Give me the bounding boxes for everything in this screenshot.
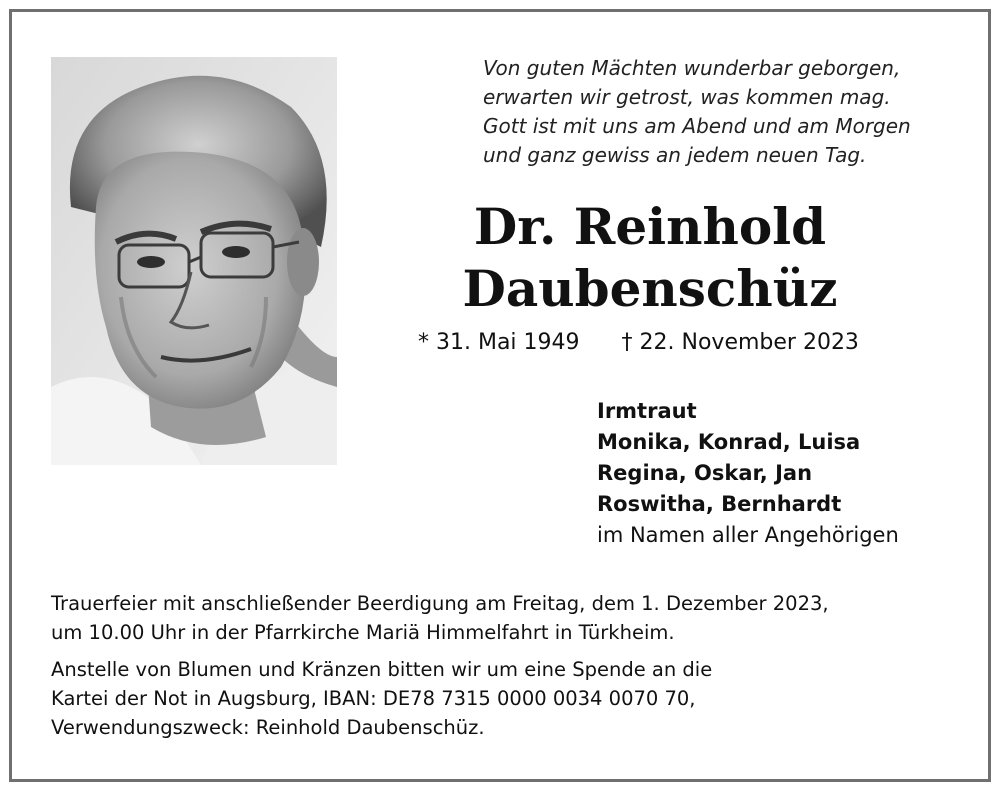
portrait-illustration — [51, 57, 337, 465]
poem-line: erwarten wir getrost, was kommen mag. — [483, 85, 891, 109]
death-date: † 22. November 2023 — [621, 330, 859, 355]
mourners-closing: im Namen aller Angehörigen — [597, 523, 899, 547]
donation-line: Anstelle von Blumen und Kränzen bitten wir um eine Spende an die — [51, 658, 713, 681]
portrait-photo — [51, 57, 337, 465]
mourner-line: Regina, Oskar, Jan — [597, 461, 813, 485]
life-dates — [418, 328, 938, 358]
name-first-line: Dr. Reinhold — [473, 197, 827, 256]
mourner-line: Monika, Konrad, Luisa — [597, 430, 861, 454]
poem-verse — [483, 54, 963, 170]
service-line: Trauerfeier mit anschließender Beerdigung am Freitag, dem 1. Dezember 2023, — [51, 592, 829, 615]
poem-line: Von guten Mächten wunderbar geborgen, — [483, 56, 901, 80]
poem-line: und ganz gewiss an jedem neuen Tag. — [483, 143, 867, 167]
mourners-list — [597, 396, 957, 551]
mourner-line: Irmtraut — [597, 399, 697, 423]
donation-line: Verwendungszweck: Reinhold Daubenschüz. — [51, 716, 485, 739]
birth-date: * 31. Mai 1949 — [418, 330, 580, 355]
poem-line: Gott ist mit uns am Abend und am Morgen — [483, 114, 911, 138]
funeral-details — [51, 589, 971, 742]
service-line: um 10.00 Uhr in der Pfarrkirche Mariä Himmelfahrt in Türkheim. — [51, 621, 675, 644]
donation-info — [51, 655, 971, 742]
donation-line: Kartei der Not in Augsburg, IBAN: DE78 7315 0000 0034 0070 70, — [51, 687, 696, 710]
mourner-line: Roswitha, Bernhardt — [597, 492, 842, 516]
deceased-name — [400, 196, 900, 320]
service-info — [51, 589, 971, 647]
name-last-line: Daubenschüz — [462, 259, 838, 318]
